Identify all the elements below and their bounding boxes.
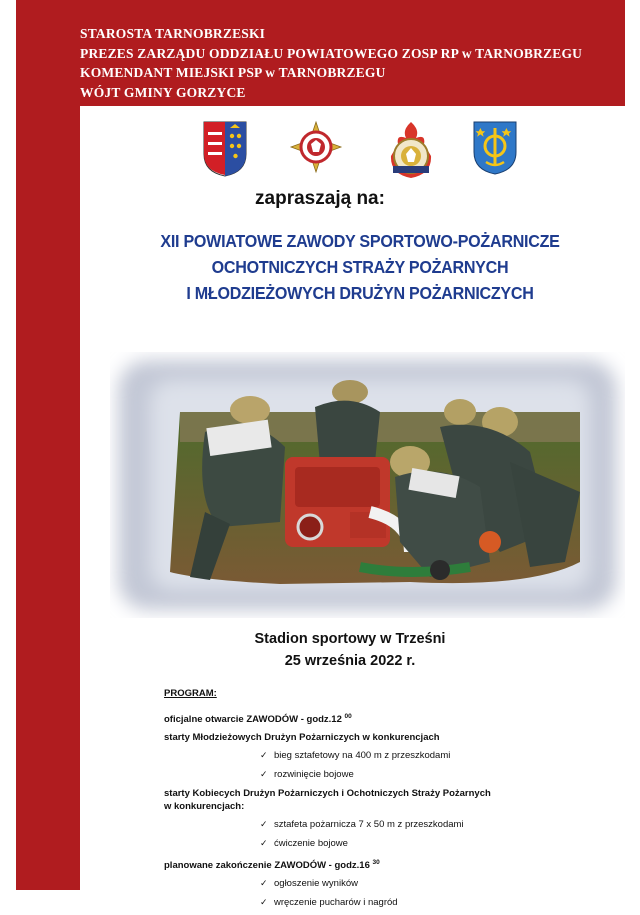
women-heading-line: w konkurencjach:: [164, 801, 245, 813]
check-icon: ✓: [260, 897, 268, 908]
list-item: [164, 837, 564, 850]
check-icon: ✓: [260, 878, 268, 889]
organizer-line: KOMENDANT MIEJSKI PSP w TARNOBRZEGU: [80, 65, 386, 80]
opening-text: oficjalne otwarcie ZAWODÓW - godz.12: [164, 714, 342, 726]
logos-row: [0, 120, 640, 182]
organizers-list: [80, 24, 582, 102]
opening-minutes: 00: [344, 713, 352, 720]
list-item-text: wręczenie pucharów i nagród: [274, 897, 398, 909]
venue-name: Stadion sportowy w Trześni: [254, 631, 446, 647]
list-item-text: bieg sztafetowy na 400 m z przeszkodami: [274, 750, 451, 762]
program-section: [164, 688, 564, 915]
check-icon: ✓: [260, 838, 268, 849]
list-item: [164, 768, 564, 781]
list-item-text: ogłoszenie wyników: [274, 878, 358, 890]
event-title: [139, 228, 581, 306]
organizer-line: WÓJT GMINY GORZYCE: [80, 84, 246, 100]
title-line: XII POWIATOWE ZAWODY SPORTOWO-POŻARNICZE: [160, 231, 560, 251]
psp-emblem-icon: [386, 120, 436, 180]
title-line: OCHOTNICZYCH STRAŻY POŻARNYCH: [211, 257, 509, 277]
list-item: [164, 818, 564, 831]
event-date: 25 września 2022 r.: [284, 653, 416, 669]
list-item-text: ćwiczenie bojowe: [274, 838, 348, 850]
check-icon: ✓: [260, 819, 268, 830]
powiat-coat-of-arms-icon: [202, 120, 248, 178]
gmina-coat-of-arms-icon: [472, 120, 518, 176]
zosp-emblem-icon: [289, 120, 343, 174]
check-icon: ✓: [260, 750, 268, 761]
program-label: PROGRAM:: [164, 688, 217, 699]
list-item: [164, 877, 564, 890]
women-heading: [164, 787, 564, 813]
firefighters-photo: [110, 352, 625, 618]
list-item: [164, 749, 564, 762]
invitation-heading: zapraszają na:: [255, 188, 385, 209]
check-icon: ✓: [260, 769, 268, 780]
women-heading-line: starty Kobiecych Drużyn Pożarniczych i Ochotniczych Straży Pożarnych: [164, 788, 491, 800]
list-item-text: rozwinięcie bojowe: [274, 769, 354, 781]
venue-block: [80, 628, 620, 672]
closing-text: planowane zakończenie ZAWODÓW - godz.16: [164, 860, 370, 872]
closing-minutes: 30: [372, 859, 380, 867]
title-line: I MŁODZIEŻOWYCH DRUŻYN POŻARNICZYCH: [186, 283, 534, 303]
list-item-text: sztafeta pożarnicza 7 x 50 m z przeszkodami: [274, 819, 464, 831]
youth-heading: starty Młodzieżowych Drużyn Pożarniczych w konkurencjach: [164, 732, 440, 744]
organizer-line: PREZES ZARZĄDU ODDZIAŁU POWIATOWEGO ZOSP RP w TARNOBRZEGU: [80, 45, 583, 61]
list-item: [164, 896, 564, 909]
organizer-line: STAROSTA TARNOBRZESKI: [80, 26, 266, 41]
closing-line: [164, 856, 564, 872]
opening-line: [164, 710, 564, 726]
